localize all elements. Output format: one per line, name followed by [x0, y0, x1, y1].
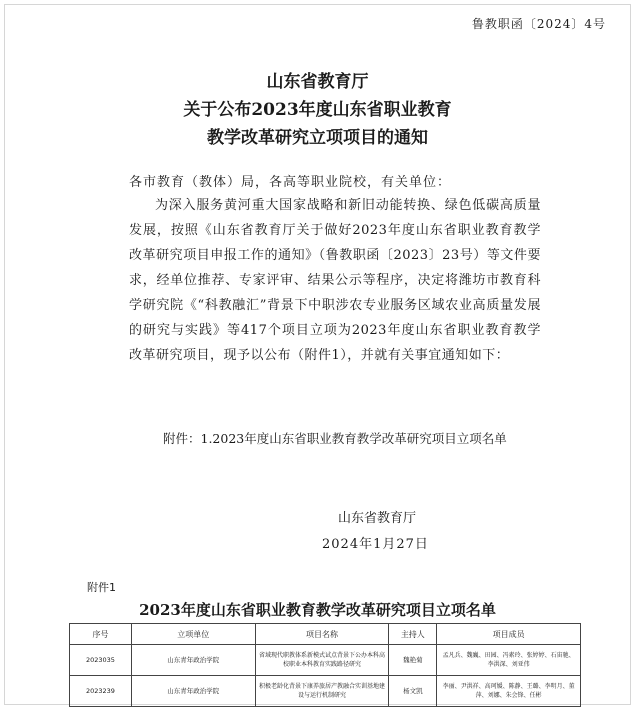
- signature-date: 2024年1月27日: [322, 537, 429, 552]
- table-row: [70, 645, 581, 676]
- body-paragraph: 为深入服务黄河重大国家战略和新旧动能转换、绿色低碳高质量发展，按照《山东省教育厅关于做好2023年度山东省职业教育教学改革研究项目申报工作的通知》（鲁教职函〔2023〕23号）等文件要求，经单位推荐、专家评审、结果公示等程序，决定将潍坊市教育科学研究院《“科教融汇”背景下中职涉农专业服务区域农业高质量发展的研究与实践》等417个项目立项为2023年度山东省职业教育教学改革研究项目，现予以公布（附件1），并就有关事宜通知如下：: [129, 198, 541, 363]
- title-line-1: 山东省教育厅: [266, 72, 369, 92]
- table-header-row: [70, 624, 581, 645]
- title-line-3: 教学改革研究立项项目的通知: [207, 128, 428, 148]
- col-header-project: 项目名称: [255, 624, 389, 645]
- attachment-label: 附件1: [87, 581, 116, 594]
- table-row: [70, 676, 581, 707]
- cell-number: 2023239: [70, 676, 132, 707]
- recipient-line: 各市教育（教体）局，各高等职业院校，有关单位：: [129, 175, 452, 190]
- cell-members: 孟凡兵、魏巍、田园、冯素玲、张婷婷、石宙驰、李洪深、刘亚伟: [437, 645, 581, 676]
- document-number: 鲁教职函〔2024〕4号: [471, 17, 606, 31]
- cell-members: 李丽、尹洪祥、高珂媛、陈静、王璐、李明月、董萍、刘娜、朱会锋、任彬: [437, 676, 581, 707]
- cell-unit: 山东青年政治学院: [131, 676, 255, 707]
- body-text: [129, 193, 541, 368]
- cell-number: 2023035: [70, 645, 132, 676]
- col-header-leader: 主持人: [389, 624, 437, 645]
- cell-leader: 魏艳菊: [389, 645, 437, 676]
- cell-project: 积极老龄化背景下康养旅居产教融合实训基地建设与运行机制研究: [255, 676, 389, 707]
- cell-unit: 山东青年政治学院: [131, 645, 255, 676]
- document-page: [4, 4, 631, 705]
- signature-org: 山东省教育厅: [338, 511, 417, 526]
- col-header-number: 序号: [70, 624, 132, 645]
- col-header-unit: 立项单位: [131, 624, 255, 645]
- cell-leader: 杨文凯: [389, 676, 437, 707]
- list-title: 2023年度山东省职业教育教学改革研究项目立项名单: [139, 601, 496, 619]
- title-line-2: 关于公布2023年度山东省职业教育: [183, 100, 452, 120]
- attachment-line: 附件：1.2023年度山东省职业教育教学改革研究项目立项名单: [163, 431, 507, 446]
- col-header-members: 项目成员: [437, 624, 581, 645]
- project-table: [69, 623, 581, 707]
- cell-project: 省域现代职教体系新模式试点背景下公办本科高校职业本科教育实践路径研究: [255, 645, 389, 676]
